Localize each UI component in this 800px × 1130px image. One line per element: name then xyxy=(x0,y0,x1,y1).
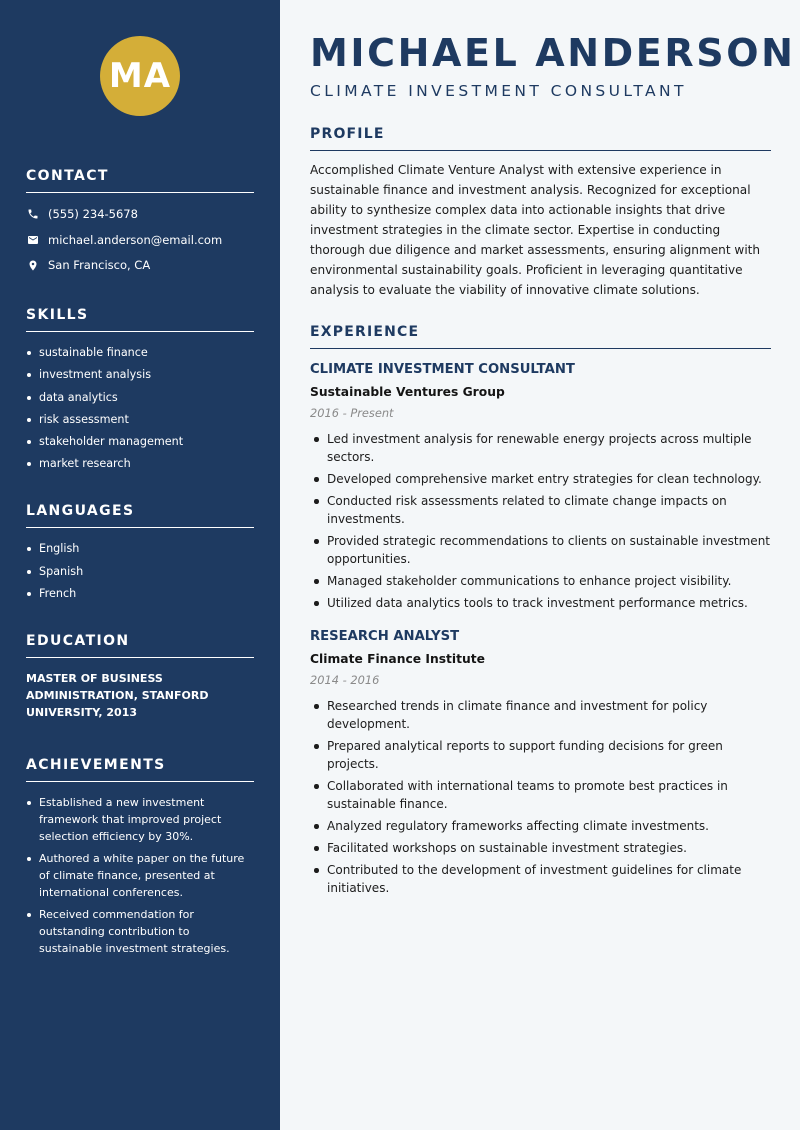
list-item: data analytics xyxy=(26,389,254,411)
list-item: Analyzed regulatory frameworks affecting climate investments. xyxy=(310,817,771,835)
education-section xyxy=(26,633,254,721)
job-entry xyxy=(310,628,771,897)
contact-email xyxy=(26,231,254,249)
skills-list xyxy=(26,344,254,477)
experience-section xyxy=(310,324,771,897)
avatar-initials: MA xyxy=(108,56,172,96)
skills-heading: SKILLS xyxy=(26,307,254,332)
achievements-heading: ACHIEVEMENTS xyxy=(26,757,254,782)
list-item: Researched trends in climate finance and investment for policy development. xyxy=(310,697,771,733)
list-item: investment analysis xyxy=(26,366,254,388)
list-item: Managed stakeholder communications to enhance project visibility. xyxy=(310,572,771,590)
education-degree: MASTER OF BUSINESS ADMINISTRATION, STANFORD UNIVERSITY, 2013 xyxy=(26,671,209,719)
sidebar xyxy=(0,0,280,1130)
email-icon xyxy=(26,233,40,247)
achievements-list xyxy=(26,794,254,957)
list-item: Authored a white paper on the future of climate finance, presented at international conferences. xyxy=(26,850,254,901)
job-bullets xyxy=(310,697,771,897)
list-item: Utilized data analytics tools to track investment performance metrics. xyxy=(310,594,771,612)
education-heading: EDUCATION xyxy=(26,633,254,658)
list-item: sustainable finance xyxy=(26,344,254,366)
contact-email-text: michael.anderson@email.com xyxy=(48,232,223,247)
candidate-name: MICHAEL ANDERSON xyxy=(310,31,796,75)
company-name: Climate Finance Institute xyxy=(310,652,485,666)
list-item: Collaborated with international teams to promote best practices in sustainable finance. xyxy=(310,777,771,813)
contact-phone xyxy=(26,205,254,223)
list-item: Spanish xyxy=(26,563,254,585)
company-name: Sustainable Ventures Group xyxy=(310,385,505,399)
list-item: stakeholder management xyxy=(26,433,254,455)
list-item: risk assessment xyxy=(26,411,254,433)
skills-section xyxy=(26,307,254,477)
location-pin-icon xyxy=(26,258,40,272)
contact-location-text: San Francisco, CA xyxy=(48,258,151,273)
list-item: market research xyxy=(26,455,254,477)
languages-heading: LANGUAGES xyxy=(26,503,254,528)
profile-heading: PROFILE xyxy=(310,126,771,151)
list-item: English xyxy=(26,540,254,562)
list-item: Led investment analysis for renewable energy projects across multiple sectors. xyxy=(310,430,771,466)
list-item: Contributed to the development of investment guidelines for climate initiatives. xyxy=(310,861,771,897)
list-item: Facilitated workshops on sustainable investment strategies. xyxy=(310,839,771,857)
main-content xyxy=(310,30,796,901)
contact-location xyxy=(26,256,254,274)
phone-icon xyxy=(26,207,40,221)
job-dates: 2014 - 2016 xyxy=(310,673,380,687)
languages-section xyxy=(26,503,254,607)
job-entry xyxy=(310,361,771,612)
list-item: French xyxy=(26,585,254,607)
avatar xyxy=(100,36,180,116)
experience-heading: EXPERIENCE xyxy=(310,324,771,349)
list-item: Developed comprehensive market entry strategies for clean technology. xyxy=(310,470,771,488)
job-bullets xyxy=(310,430,771,612)
profile-section xyxy=(310,126,771,300)
contact-heading: CONTACT xyxy=(26,168,254,193)
list-item: Provided strategic recommendations to clients on sustainable investment opportunities. xyxy=(310,532,771,568)
job-title: RESEARCH ANALYST xyxy=(310,629,460,644)
job-title: CLIMATE INVESTMENT CONSULTANT xyxy=(310,362,575,377)
list-item: Conducted risk assessments related to climate change impacts on investments. xyxy=(310,492,771,528)
achievements-section xyxy=(26,757,254,957)
profile-summary: Accomplished Climate Venture Analyst with extensive experience in sustainable finance and investment analysis. Recognized for exceptional ability to synthesize complex data into actionable insights that drive investment strategies in the climate sector. Expertise in conducting thorough due diligence and market assessments, ensuring alignment with environmental sustainability goals. Proficient in leveraging quantitative analysis to evaluate the viability of innovative climate solutions. xyxy=(310,163,761,297)
candidate-title: CLIMATE INVESTMENT CONSULTANT xyxy=(310,82,687,100)
job-dates: 2016 - Present xyxy=(310,406,394,420)
contact-phone-text: (555) 234-5678 xyxy=(48,207,138,221)
languages-list xyxy=(26,540,254,607)
list-item: Received commendation for outstanding contribution to sustainable investment strategies. xyxy=(26,906,254,957)
contact-section xyxy=(26,168,254,274)
list-item: Established a new investment framework that improved project selection efficiency by 30%. xyxy=(26,794,254,845)
list-item: Prepared analytical reports to support funding decisions for green projects. xyxy=(310,737,771,773)
